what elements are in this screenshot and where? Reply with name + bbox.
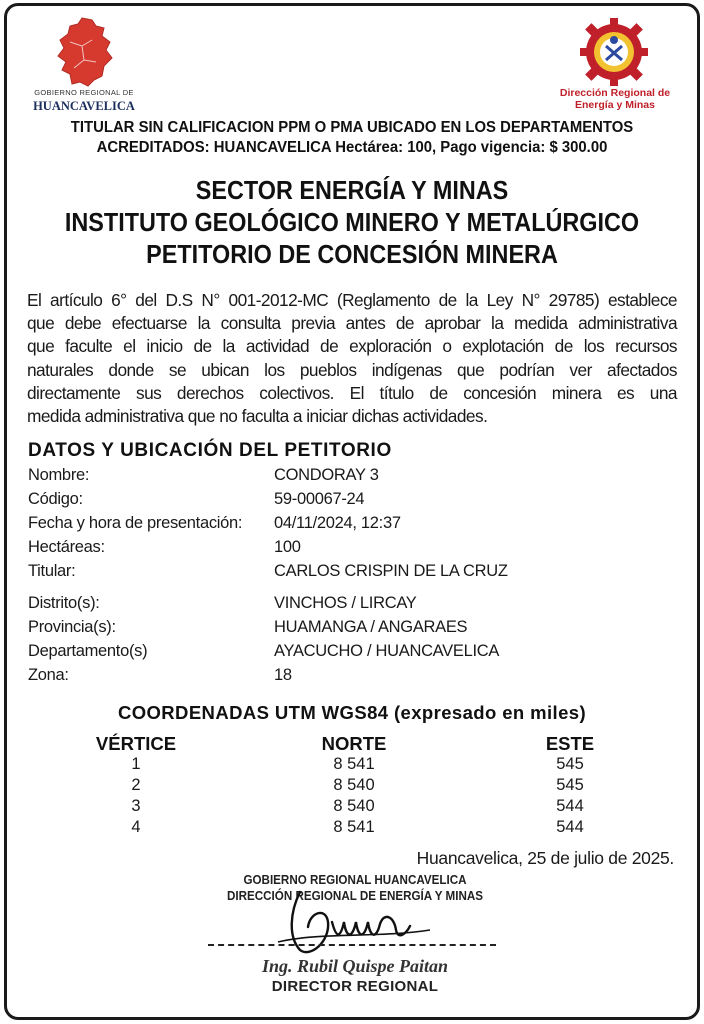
coords-este: 544 — [556, 818, 584, 836]
detail-value: CONDORAY 3 — [274, 466, 379, 484]
coords-row — [40, 797, 660, 818]
title-line3: PETITORIO DE CONCESIÓN MINERA — [146, 239, 558, 269]
intro-line: naturales donde se ubican los pueblos indígenas que podrían ver afectados — [27, 359, 677, 380]
detail-value: AYACUCHO / HUANCAVELICA — [274, 642, 500, 660]
title-line1: SECTOR ENERGÍA Y MINAS — [195, 175, 509, 205]
coords-este: 545 — [556, 776, 584, 794]
coords-vertice: 1 — [131, 755, 141, 773]
stamp-line1: GOBIERNO REGIONAL HUANCAVELICA — [243, 873, 467, 887]
logo-right-line2: Energía y Minas — [575, 99, 655, 111]
detail-row — [28, 618, 668, 640]
gobierno-regional-logo — [24, 14, 144, 114]
coords-vertice: 3 — [131, 797, 141, 815]
coords-header-norte: NORTE — [321, 733, 387, 754]
signer-role: DIRECTOR REGIONAL — [271, 978, 439, 995]
detail-label: Hectáreas: — [28, 538, 105, 556]
logo-left-big-text: HUANCAVELICA — [33, 99, 135, 113]
issue-date: Huancavelica, 25 de julio de 2025. — [416, 848, 674, 868]
detail-value: HUAMANGA / ANGARAES — [274, 618, 468, 636]
direccion-regional-logo — [545, 14, 685, 114]
detail-value: 18 — [274, 666, 292, 684]
intro-paragraph — [27, 289, 677, 428]
detail-row — [28, 490, 668, 512]
detail-label: Nombre: — [28, 466, 90, 484]
detail-row — [28, 666, 668, 688]
handwritten-signature-icon — [270, 882, 440, 962]
detail-label: Titular: — [28, 562, 76, 580]
huancavelica-map-icon — [52, 16, 116, 88]
detail-row — [28, 538, 668, 560]
gear-emblem-icon — [578, 16, 650, 88]
detail-label: Distrito(s): — [28, 594, 100, 612]
coords-vertice: 2 — [131, 776, 141, 794]
intro-line: El artículo 6° del D.S N° 001-2012-MC (Reglamento de la Ley N° 29785) establece — [27, 290, 677, 310]
coords-title: COORDENADAS UTM WGS84 (expresado en miles) — [117, 702, 587, 723]
coords-norte: 8 540 — [333, 776, 375, 794]
intro-line: medida administrativa que no faculta a iniciar dichas actividades. — [27, 406, 488, 427]
detail-row — [28, 594, 668, 616]
coords-row — [40, 818, 660, 839]
coords-este: 544 — [556, 797, 584, 815]
coords-norte: 8 540 — [333, 797, 375, 815]
detail-label: Departamento(s) — [28, 642, 148, 660]
stamp-line2: DIRECCIÓN REGIONAL DE ENERGÍA Y MINAS — [226, 889, 484, 903]
detail-row — [28, 466, 668, 488]
signer-name: Ing. Rubil Quispe Paitan — [261, 956, 449, 976]
detail-row — [28, 514, 668, 536]
coords-este: 545 — [556, 755, 584, 773]
detail-label: Código: — [28, 490, 83, 508]
coords-vertice: 4 — [131, 818, 141, 836]
signature-line — [208, 944, 496, 946]
page-title — [53, 174, 651, 270]
detail-label: Provincia(s): — [28, 618, 116, 636]
title-line2: INSTITUTO GEOLÓGICO MINERO Y METALÚRGICO — [64, 207, 640, 237]
coords-header-vertice: VÉRTICE — [95, 733, 177, 754]
header-line1: TITULAR SIN CALIFICACION PPM O PMA UBICADO EN LOS DEPARTAMENTOS — [70, 119, 634, 136]
coords-row — [40, 776, 660, 797]
detail-label: Fecha y hora de presentación: — [28, 514, 243, 532]
detail-value: 100 — [274, 538, 301, 556]
detail-value: 59-00067-24 — [274, 490, 365, 508]
header-strip — [43, 118, 661, 158]
detail-value: VINCHOS / LIRCAY — [274, 594, 417, 612]
logo-right-line1: Dirección Regional de — [559, 87, 671, 99]
intro-line: directamente sus derechos colectivos. El título de concesión minera es una — [27, 382, 677, 403]
detail-label: Zona: — [28, 666, 69, 684]
header-line2: ACREDITADOS: HUANCAVELICA Hectárea: 100, Pago vigencia: $ 300.00 — [96, 139, 608, 156]
coords-row — [40, 755, 660, 776]
coords-norte: 8 541 — [333, 818, 375, 836]
section-title: DATOS Y UBICACIÓN DEL PETITORIO — [28, 440, 392, 461]
intro-line: que debe efectuarse la consulta previa antes de aprobar la medida administrativa — [27, 313, 677, 334]
logo-right-text — [545, 87, 685, 111]
intro-line: que faculte el inicio de la actividad de exploración o explotación de los recursos — [27, 336, 677, 357]
detail-row — [28, 642, 668, 664]
detail-value: 04/11/2024, 12:37 — [274, 514, 401, 532]
coords-norte: 8 541 — [333, 755, 375, 773]
logo-left-small-text: GOBIERNO REGIONAL DE — [34, 88, 134, 97]
coords-header-este: ESTE — [545, 733, 595, 754]
detail-value: CARLOS CRISPIN DE LA CRUZ — [274, 562, 508, 580]
detail-row — [28, 562, 668, 584]
